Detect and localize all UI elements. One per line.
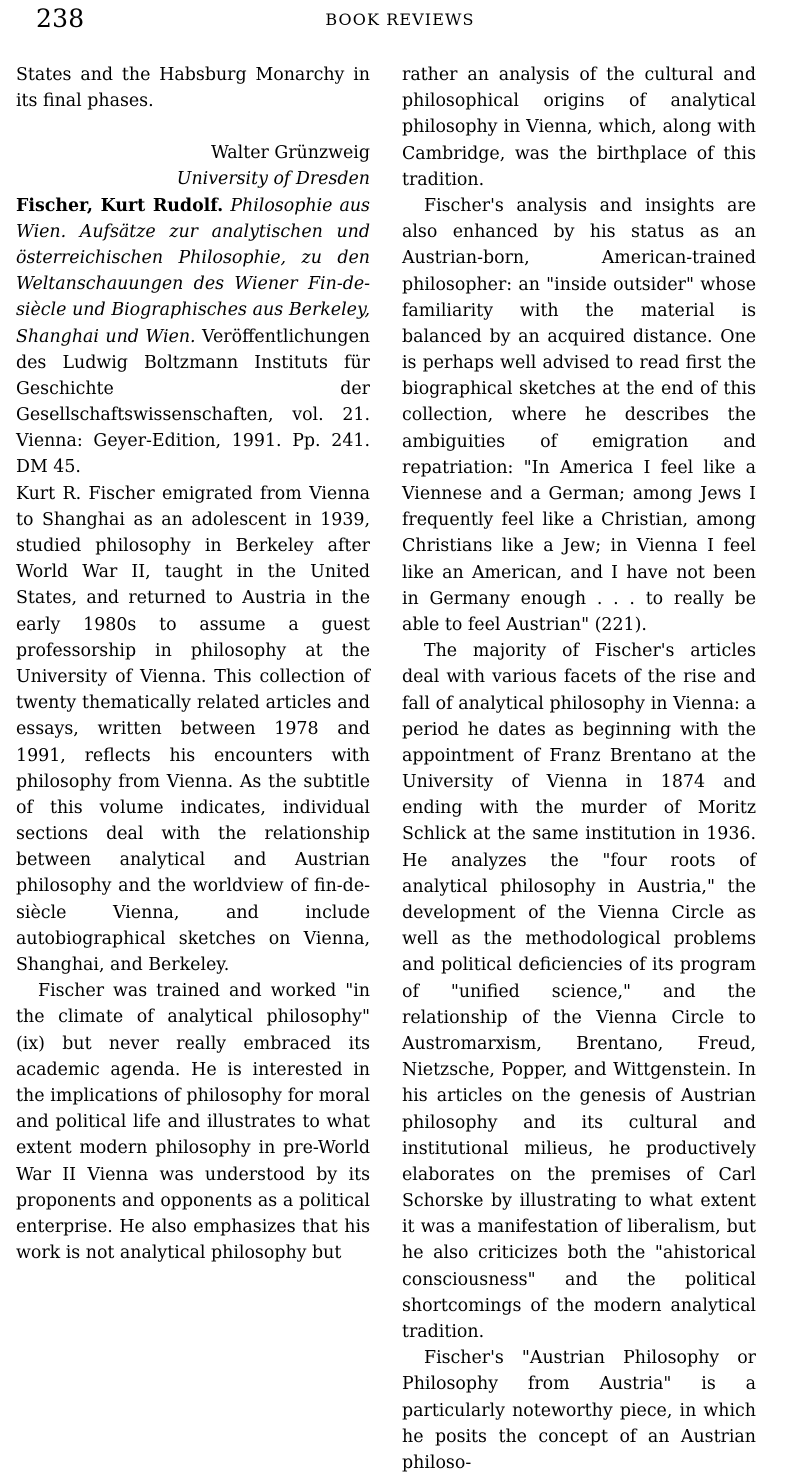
left-column <box>16 62 370 1423</box>
right-paragraph-1: rather an analysis of the cultural and philosophical origins of analytical philosophy in Vienna, which, along with Cambridge, was the birthplace of this tradition. <box>402 65 756 190</box>
right-paragraph-2: Fischer's analysis and insights are also enhanced by his status as an Austrian-born, American-trained philosopher: an "inside outsider" whose familiarity with the material is balanced by an acquired distance. One is perhaps well advised to read first the biographical sketches at the end of this collection, where he describes the ambiguities of emigration and repatriation: "In America I feel like a Viennese and a German; among Jews I frequently feel like a Christian, among Christians like a Jew; in Vienna I feel like an American, and I have not been in Germany enough . . . to really be able to feel Austrian" (221). <box>402 195 756 635</box>
entry-title: Philosophie aus Wien. Aufsätze zur analytischen und österreichischen Philosophie, zu den Weltanschauungen des Wiener Fin-de-siècle und Biographisches aus Berkeley, Shanghai und Wien. <box>16 195 370 347</box>
left-paragraph-2: Fischer was trained and worked "in the climate of analytical philosophy" (ix) but never really embraced its academic agenda. He is interested in the implications of philosophy for moral and political life and illustrates to what extent modern philosophy in pre-World War II Vienna was understood by its proponents and opponents as a political enterprise. He also emphasizes that his work is not analytical philosophy but <box>16 981 370 1264</box>
byline-affiliation: University of Dresden <box>176 169 370 190</box>
entry-author: Fischer, Kurt Rudolf. <box>16 195 224 216</box>
byline-name: Walter Grünzweig <box>210 143 370 164</box>
running-head <box>36 0 764 46</box>
running-head-title: BOOK REVIEWS <box>325 10 475 29</box>
byline <box>16 140 370 192</box>
right-column <box>402 62 756 1473</box>
page-number: 238 <box>36 4 85 33</box>
entry-publication-info: Veröffentlichungen des Ludwig Boltzmann Instituts für Geschichte der Gesellschaftswissenschaften, vol. 21. Vienna: Geyer-Edition, 1991. Pp. 241. DM 45. <box>16 326 370 478</box>
continued-paragraph: States and the Habsburg Monarchy in its final phases. <box>16 65 370 112</box>
right-paragraph-3: The majority of Fischer's articles deal with various facets of the rise and fall of analytical philosophy in Vienna: a period he dates as beginning with the appointment of Franz Brentano at the University of Vienna in 1874 and ending with the murder of Moritz Schlick at the same institution in 1936. He analyzes the "four roots of analytical philosophy in Austria," the development of the Vienna Circle as well as the methodological problems and political deficiencies of its program of "unified science," and the relationship of the Vienna Circle to Austromarxism, Brentano, Freud, Nietzsche, Popper, and Wittgenstein. In his articles on the genesis of Austrian philosophy and its cultural and institutional milieus, he productively elaborates on the premises of Carl Schorske by illustrating to what extent it was a manifestation of liberalism, but he also criticizes both the "ahistorical consciousness" and the political shortcomings of the modern analytical tradition. <box>402 641 756 1342</box>
left-paragraph-1: Kurt R. Fischer emigrated from Vienna to Shanghai as an adolescent in 1939, studied philosophy in Berkeley after World War II, taught in the United States, and returned to Austria in the early 1980s to assume a guest professorship in philosophy at the University of Vienna. This collection of twenty thematically related articles and essays, written between 1978 and 1991, reflects his encounters with philosophy from Vienna. As the subtitle of this volume indicates, individual sections deal with the relationship between analytical and Austrian philosophy and the worldview of fin-de-siècle Vienna, and include autobiographical sketches on Vienna, Shanghai, and Berkeley. <box>16 483 370 976</box>
right-paragraph-4: Fischer's "Austrian Philosophy or Philosophy from Austria" is a particularly noteworthy piece, in which he posits the concept of an Austrian philoso- <box>402 1348 756 1473</box>
book-entry-heading <box>16 193 370 481</box>
body-columns <box>16 62 784 1473</box>
